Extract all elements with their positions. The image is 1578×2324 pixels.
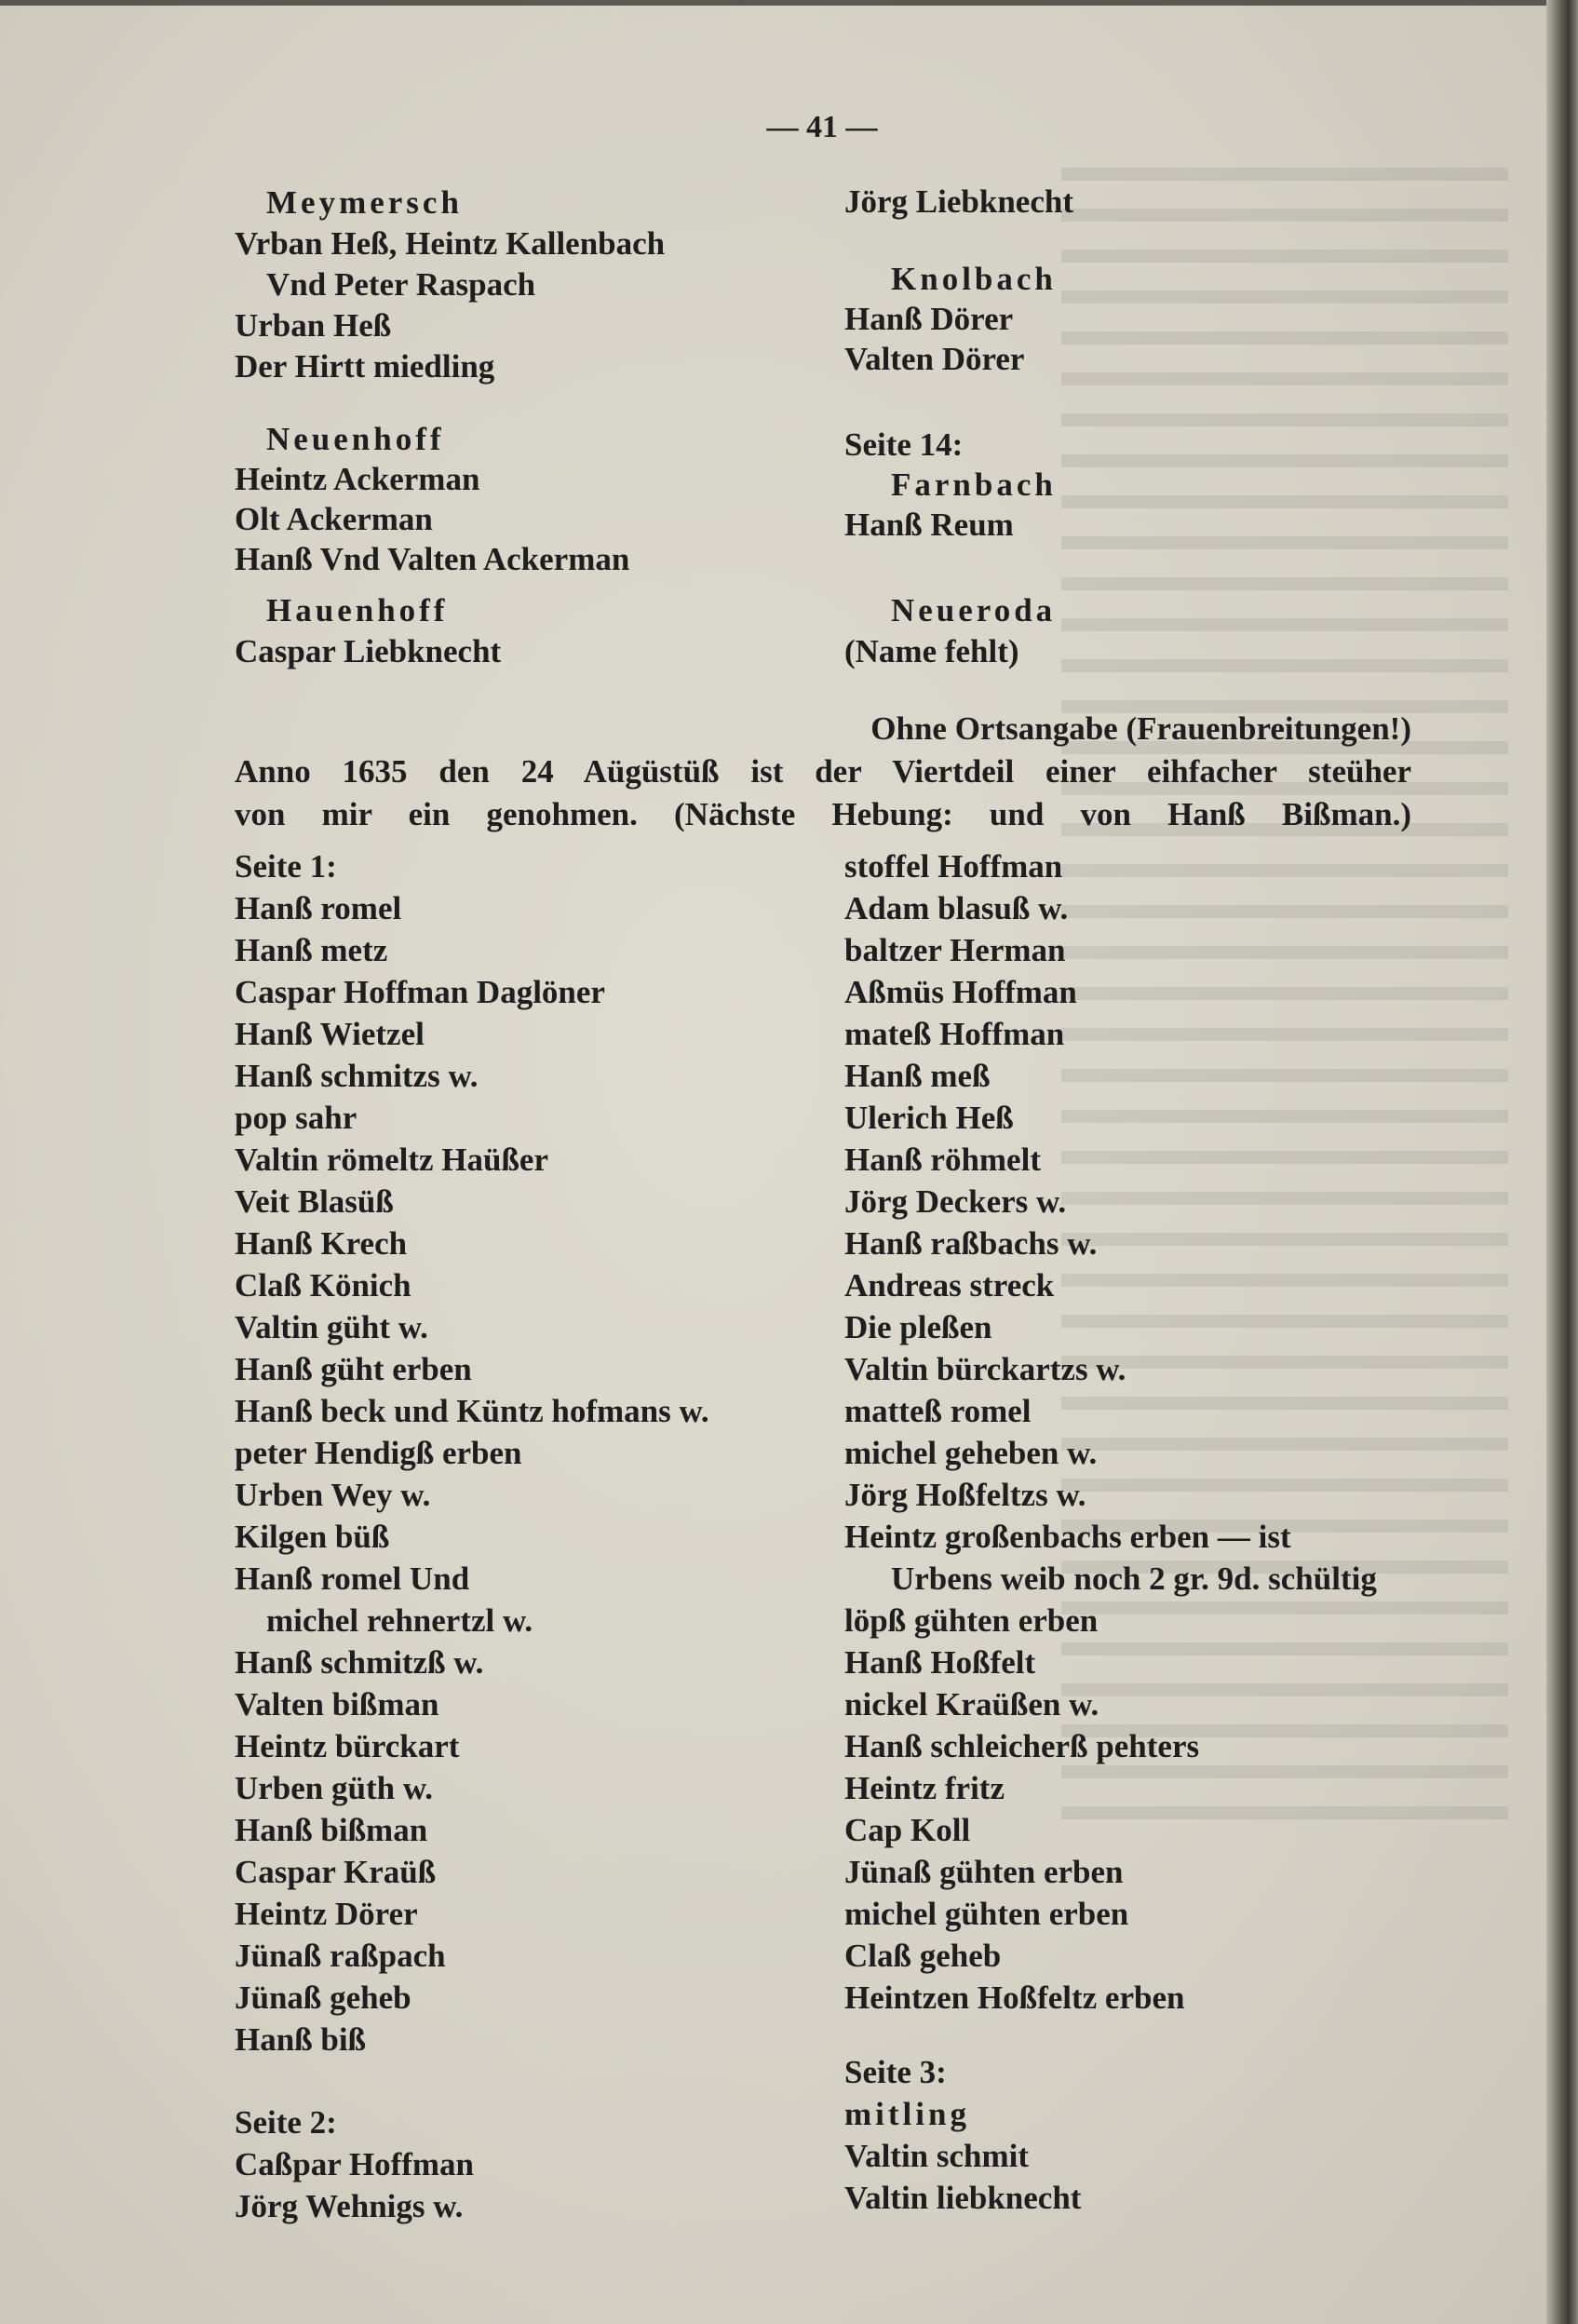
paragraph-line: von mir ein genohmen. (Nächste Hebung: und von Hanß Bißman.)	[235, 796, 1411, 832]
name-line: Valtin römeltz Haüßer	[235, 1142, 548, 1178]
name-line: Caspar Liebknecht	[235, 633, 502, 669]
name-line: Valtin güht w.	[235, 1309, 428, 1345]
name-line: Andreas streck	[844, 1267, 1055, 1304]
name-line: Hanß Dörer	[844, 301, 1014, 337]
name-line: Heintz fritz	[844, 1770, 1005, 1806]
meymersch-section	[235, 182, 665, 387]
page-top-edge	[0, 0, 1578, 6]
page-label: Seite 3:	[844, 2054, 947, 2090]
place-heading: Neuenhoff	[266, 421, 445, 457]
neueroda-section	[844, 590, 1056, 672]
name-line: Hanß röhmelt	[844, 1142, 1041, 1178]
name-line: Hanß raßbachs w.	[844, 1225, 1098, 1262]
knolbach-section	[844, 259, 1057, 379]
name-line: Caspar Kraüß	[235, 1854, 437, 1890]
name-line: Hanß Wietzel	[235, 1016, 425, 1052]
name-line: Hanß Vnd Valten Ackerman	[235, 541, 630, 577]
name-line: Claß geheb	[844, 1938, 1002, 1974]
name-line: michel rehnertzl w.	[266, 1602, 533, 1639]
name-line: Heintz großenbachs erben — ist	[844, 1519, 1291, 1555]
name-line: Urben Wey w.	[235, 1477, 431, 1513]
name-line: Hanß schleicherß pehters	[844, 1728, 1200, 1764]
name-line: Jörg Wehnigs w.	[235, 2188, 464, 2224]
name-line: Caßpar Hoffman	[235, 2146, 475, 2182]
name-line: Hanß biß	[235, 2021, 367, 2058]
place-heading: Knolbach	[891, 261, 1057, 297]
seite2-list	[235, 2101, 474, 2227]
name-line: michel gühten erben	[844, 1896, 1129, 1932]
name-line: Claß Könich	[235, 1267, 411, 1304]
name-line: Aßmüs Hoffman	[844, 974, 1077, 1010]
name-line: Hanß schmitzß w.	[235, 1644, 484, 1681]
name-line: michel geheben w.	[844, 1435, 1098, 1471]
name-line: Urbens weib noch 2 gr. 9d. schültig	[891, 1561, 1377, 1597]
name-line: Valtin schmit	[844, 2138, 1030, 2174]
name-line: pop sahr	[235, 1100, 357, 1136]
name-line: Jörg Liebknecht	[844, 183, 1073, 220]
name-line: Ulerich Heß	[844, 1100, 1014, 1136]
name-line: Hanß schmitzs w.	[235, 1058, 479, 1094]
book-binding-edge	[1546, 0, 1578, 2324]
page-label: Seite 14:	[844, 426, 964, 463]
name-line: Kilgen büß	[235, 1519, 390, 1555]
name-line: Hanß Krech	[235, 1225, 408, 1262]
name-line: Vrban Heß, Heintz Kallenbach	[235, 225, 666, 262]
name-line: Hanß Hoßfelt	[844, 1644, 1036, 1681]
paragraph-line: Anno 1635 den 24 Aügüstüß ist der Viertdeil einer eihfacher steüher	[235, 753, 1411, 790]
name-line: Olt Ackerman	[235, 501, 433, 537]
name-line: nickel Kraüßen w.	[844, 1686, 1099, 1723]
name-line: Adam blasuß w.	[844, 890, 1069, 926]
page-label: Seite 2:	[235, 2104, 337, 2141]
name-line: Cap Koll	[844, 1812, 971, 1848]
page-label: Seite 1:	[235, 848, 337, 885]
name-line: Die pleßen	[844, 1309, 992, 1345]
seite3-list	[844, 2051, 1081, 2219]
name-line: Urban Heß	[235, 307, 392, 344]
name-line: Hanß güht erben	[235, 1351, 472, 1387]
name-line: Hanß metz	[235, 932, 388, 968]
name-line: mateß Hoffman	[844, 1016, 1065, 1052]
section-heading: Ohne Ortsangabe (Frauenbreitungen!)	[870, 710, 1411, 747]
name-line: Valten bißman	[235, 1686, 439, 1723]
name-line: stoffel Hoffman	[844, 848, 1063, 885]
name-line: mitling	[844, 2096, 970, 2132]
name-line: Heintz Ackerman	[235, 461, 480, 497]
name-line: Urben güth w.	[235, 1770, 433, 1806]
seite1-left-list	[235, 845, 709, 2061]
name-line: Heintzen Hoßfeltz erben	[844, 1979, 1185, 2016]
name-line: Hanß beck und Küntz hofmans w.	[235, 1393, 709, 1429]
name-line: Hanß romel	[235, 890, 402, 926]
neuenhoff-section	[235, 419, 629, 579]
name-line: (Name fehlt)	[844, 633, 1019, 669]
name-line: Valtin bürckartzs w.	[844, 1351, 1126, 1387]
name-line: baltzer Herman	[844, 932, 1066, 968]
seite1-right-list	[844, 845, 1377, 2019]
hauenhoff-section	[235, 590, 501, 672]
name-line: Jünaß geheb	[235, 1979, 411, 2016]
name-line: Vnd Peter Raspach	[266, 266, 536, 303]
place-heading: Farnbach	[891, 466, 1057, 503]
intro-paragraph	[235, 708, 1411, 836]
name-line: Veit Blasüß	[235, 1183, 394, 1220]
name-line: Valtin liebknecht	[844, 2180, 1082, 2216]
name-line: Heintz bürckart	[235, 1728, 460, 1764]
name-line: Hanß Reum	[844, 507, 1014, 543]
name-line: Caspar Hoffman Daglöner	[235, 974, 605, 1010]
name-line: Hanß bißman	[235, 1812, 428, 1848]
name-line: matteß romel	[844, 1393, 1032, 1429]
name-line: Hanß romel Und	[235, 1561, 470, 1597]
farnbach-section	[844, 425, 1057, 545]
name-line: löpß gühten erben	[844, 1602, 1099, 1639]
name-line: Jörg Hoßfeltzs w.	[844, 1477, 1086, 1513]
right-first-line	[844, 182, 1073, 223]
name-line: peter Hendigß erben	[235, 1435, 522, 1471]
place-heading: Hauenhoff	[266, 592, 449, 628]
name-line: Jünaß gühten erben	[844, 1854, 1124, 1890]
name-line: Der Hirtt miedling	[235, 348, 495, 385]
name-line: Hanß meß	[844, 1058, 991, 1094]
name-line: Jünaß raßpach	[235, 1938, 446, 1974]
page-number: — 41 —	[766, 110, 878, 144]
name-line: Heintz Dörer	[235, 1896, 418, 1932]
place-heading: Meymersch	[266, 184, 463, 221]
name-line: Jörg Deckers w.	[844, 1183, 1067, 1220]
name-line: Valten Dörer	[844, 341, 1025, 377]
place-heading: Neueroda	[891, 592, 1057, 628]
